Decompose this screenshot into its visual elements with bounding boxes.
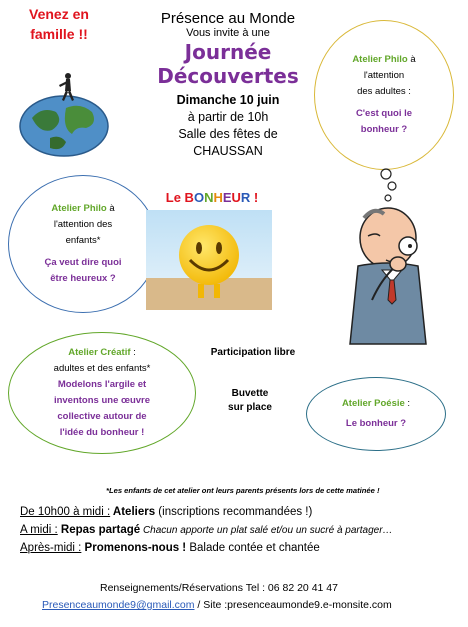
poetry-title: Atelier Poésie bbox=[341, 398, 405, 409]
bonheur-letter-1: O bbox=[193, 190, 205, 205]
buvette-line1: Buvette bbox=[231, 388, 269, 399]
buvette-note bbox=[210, 387, 290, 415]
bonheur-letter-0: B bbox=[184, 190, 194, 205]
speech-bubble-poetry bbox=[306, 377, 446, 451]
bonheur-letter-5: U bbox=[231, 190, 241, 205]
creative-line3: inventons une œuvre bbox=[53, 395, 151, 406]
contact-phone: Tel : 06 82 20 41 47 bbox=[243, 582, 338, 594]
event-title-line2: Découvertes bbox=[157, 64, 299, 88]
bonheur-letter-2: N bbox=[204, 190, 214, 205]
bonheur-heading bbox=[142, 190, 282, 205]
contact-line bbox=[100, 582, 400, 594]
morning-what: Ateliers bbox=[110, 506, 156, 518]
afternoon-what: Promenons-nous ! bbox=[81, 542, 187, 554]
speech-bubble-adult-philo bbox=[314, 20, 454, 170]
participation-note: Participation libre bbox=[210, 347, 296, 358]
creative-title: Atelier Créatif bbox=[68, 347, 131, 358]
organizer-name: Présence au Monde bbox=[160, 10, 296, 27]
creative-line4: collective autour de bbox=[57, 411, 147, 422]
thinking-man-illustration bbox=[328, 200, 458, 350]
bonheur-prefix: Le bbox=[165, 190, 185, 205]
bonheur-word bbox=[185, 190, 251, 205]
family-callout-line2: famille !! bbox=[30, 26, 88, 42]
children-philo-line2: l'attention des bbox=[53, 219, 113, 230]
event-place: Salle des fêtes de bbox=[178, 127, 278, 141]
children-philo-a: à bbox=[106, 203, 115, 214]
afternoon-detail: Balade contée et chantée bbox=[186, 542, 320, 554]
creative-line5: l'idée du bonheur ! bbox=[59, 427, 145, 438]
adult-philo-question1: C'est quoi le bbox=[355, 108, 413, 119]
morning-when: De 10h00 à midi : bbox=[20, 506, 111, 518]
adult-philo-title: Atelier Philo bbox=[352, 54, 408, 65]
morning-detail: (inscriptions recommandées !) bbox=[155, 506, 313, 518]
poetry-title-colon: : bbox=[404, 398, 411, 409]
speech-bubble-children-philo bbox=[8, 175, 158, 313]
creative-line1: adultes et des enfants* bbox=[53, 363, 151, 374]
event-header bbox=[128, 10, 328, 160]
creative-title-colon: : bbox=[130, 347, 136, 358]
event-title-line1: Journée bbox=[184, 40, 272, 64]
poetry-line1: Le bonheur ? bbox=[345, 418, 407, 429]
speech-bubble-creative bbox=[8, 332, 196, 454]
event-town: CHAUSSAN bbox=[193, 144, 263, 158]
bonheur-letter-4: E bbox=[222, 190, 232, 205]
invite-line: Vous invite à une bbox=[186, 27, 270, 39]
creative-line2: Modelons l'argile et bbox=[57, 379, 147, 390]
children-footnote: *Les enfants de cet atelier ont leurs parents présents lors de cette matinée ! bbox=[106, 486, 380, 495]
children-philo-question1: Ça veut dire quoi bbox=[44, 257, 122, 268]
contact-links bbox=[42, 599, 462, 611]
children-philo-question2: être heureux ? bbox=[50, 273, 116, 284]
adult-philo-a: à bbox=[407, 54, 416, 65]
noon-detail: Chacun apporte un plat salé et/ou un sucré à partager… bbox=[140, 525, 393, 536]
family-callout bbox=[14, 4, 104, 44]
adult-philo-line2: l'attention bbox=[363, 70, 405, 81]
adult-philo-line3: des adultes : bbox=[357, 86, 411, 97]
noon-when: A midi : bbox=[20, 524, 58, 536]
buvette-line2: sur place bbox=[228, 402, 272, 413]
afternoon-when: Après-midi : bbox=[20, 542, 82, 554]
children-philo-line3: enfants* bbox=[65, 235, 101, 246]
bonheur-letter-6: R bbox=[240, 190, 251, 205]
family-callout-line1: Venez en bbox=[29, 6, 89, 22]
programme-afternoon bbox=[20, 542, 320, 554]
email-link[interactable]: Presenceaumonde9@gmail.com bbox=[42, 599, 195, 611]
globe-illustration bbox=[10, 68, 118, 160]
contact-label: Renseignements/Réservations bbox=[100, 582, 243, 594]
children-philo-title: Atelier Philo bbox=[51, 203, 107, 214]
event-time: à partir de 10h bbox=[187, 110, 269, 124]
bonheur-suffix: ! bbox=[250, 190, 259, 205]
noon-what: Repas partagé bbox=[57, 524, 141, 536]
website-text: / Site :presenceaumonde9.e-monsite.com bbox=[194, 599, 392, 611]
event-date: Dimanche 10 juin bbox=[176, 93, 280, 107]
bonheur-letter-3: H bbox=[213, 190, 223, 205]
adult-philo-question2: bonheur ? bbox=[360, 124, 408, 135]
programme-noon bbox=[20, 524, 393, 536]
programme-morning bbox=[20, 506, 312, 518]
smiley-beach-photo bbox=[146, 210, 272, 310]
